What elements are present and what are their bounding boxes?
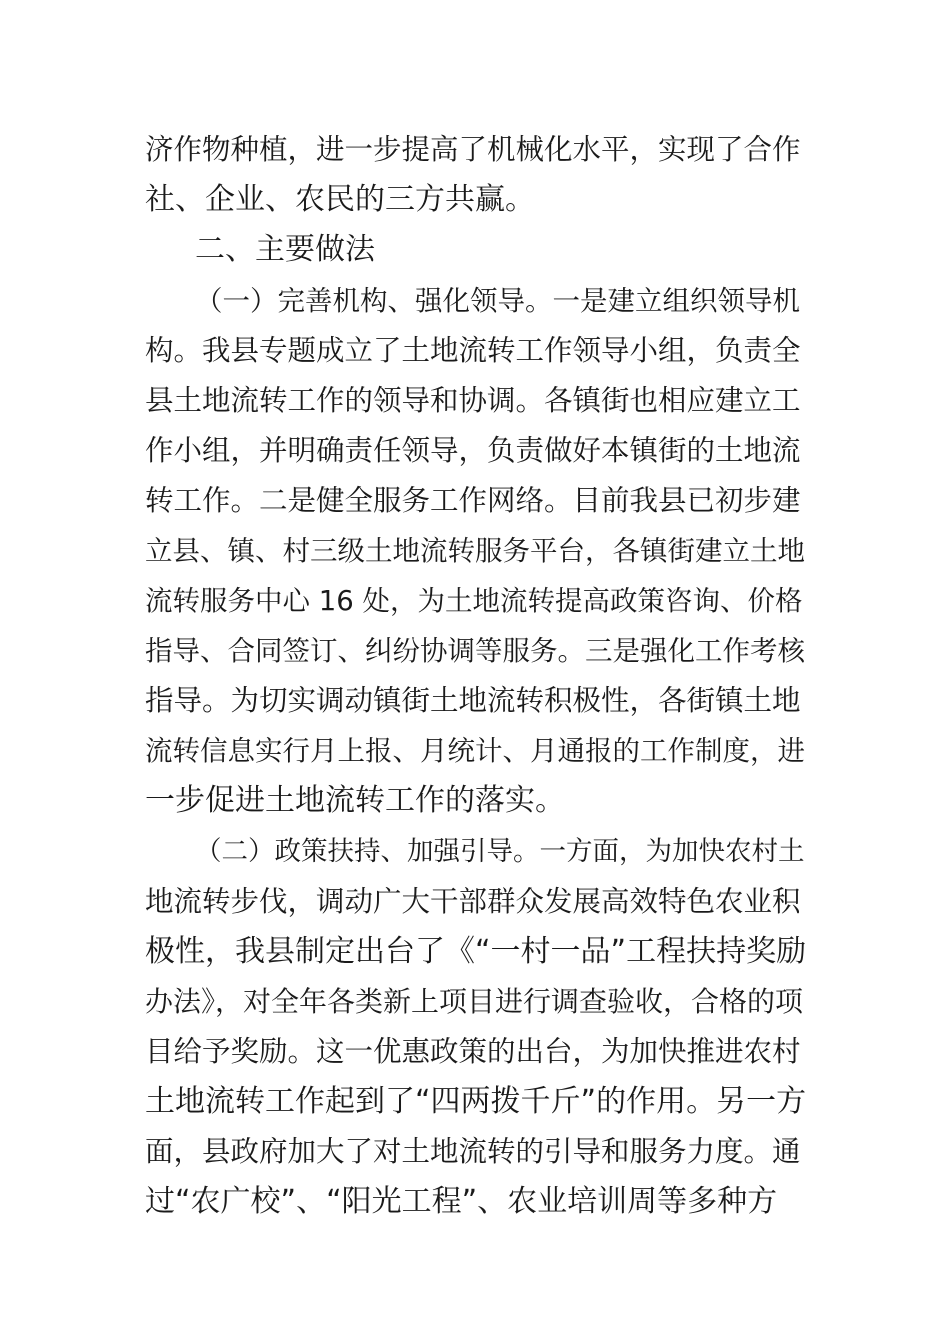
text-line-11: 指导、合同签订、纠纷协调等服务。三是强化工作考核 <box>145 635 805 667</box>
text-line-19: 目给予奖励。这一优惠政策的出台，为加快推进农村 <box>145 1035 801 1068</box>
text-line-22: 过“农广校”、“阳光工程”、农业培训周等多种方 <box>145 1184 778 1219</box>
text-line-15: （二）政策扶持、加强引导。一方面，为加快农村土 <box>195 836 805 867</box>
text-line-7: 作小组，并明确责任领导，负责做好本镇街的土地流 <box>145 434 801 467</box>
text-line-1: 济作物种植，进一步提高了机械化水平，实现了合作 <box>145 133 801 166</box>
text-line-10: 流转服务中心 16 处，为土地流转提高政策咨询、价格 <box>145 585 803 617</box>
text-line-12: 指导。为切实调动镇街土地流转积极性，各街镇土地 <box>145 684 801 717</box>
text-line-5: 构。我县专题成立了土地流转工作领导小组，负责全 <box>145 334 801 367</box>
text-line-13: 流转信息实行月上报、月统计、月通报的工作制度，进 <box>145 735 805 767</box>
text-line-8: 转工作。二是健全服务工作网络。目前我县已初步建 <box>145 484 801 517</box>
section-heading: 二、主要做法 <box>195 232 375 267</box>
text-line-2: 社、企业、农民的三方共赢。 <box>145 182 535 217</box>
text-line-14: 一步促进土地流转工作的落实。 <box>145 783 565 818</box>
text-line-17: 极性，我县制定出台了《“一村一品”工程扶持奖励 <box>145 934 807 969</box>
text-line-6: 县土地流转工作的领导和协调。各镇街也相应建立工 <box>145 384 801 417</box>
text-line-21: 面，县政府加大了对土地流转的引导和服务力度。通 <box>145 1135 801 1168</box>
text-line-16: 地流转步伐，调动广大干部群众发展高效特色农业积 <box>145 885 801 918</box>
text-line-4: （一）完善机构、强化领导。一是建立组织领导机 <box>195 285 800 317</box>
text-line-18: 办法》，对全年各类新上项目进行调查验收，合格的项 <box>145 985 804 1018</box>
text-line-9: 立县、镇、村三级土地流转服务平台，各镇街建立土地 <box>145 535 805 567</box>
text-line-20: 土地流转工作起到了“四两拨千斤”的作用。另一方 <box>145 1084 807 1119</box>
